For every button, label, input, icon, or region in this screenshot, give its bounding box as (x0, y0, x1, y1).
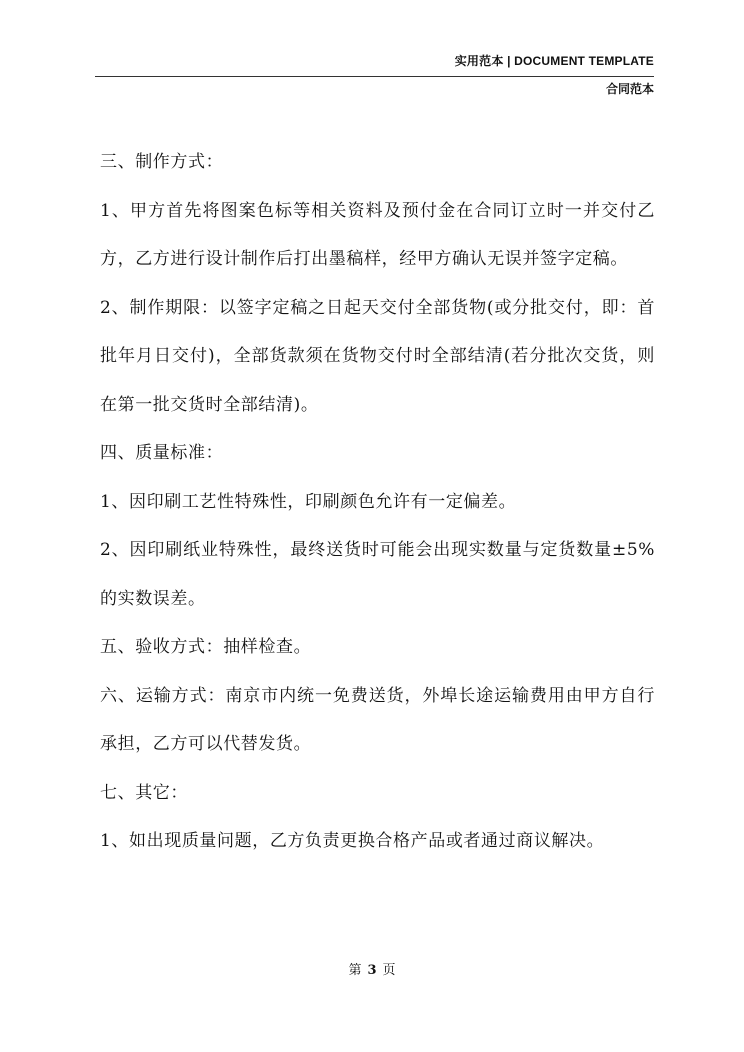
clause-color-tolerance: 1、因印刷工艺性特殊性，印刷颜色允许有一定偏差。 (100, 491, 517, 512)
clause-production-materials: 1、甲方首先将图案色标等相关资料及预付金在合同订立时一并交付乙方，乙方进行设计制作后打出墨稿样，经甲方确认无误并签字定稿。 (100, 200, 655, 269)
section-heading-other: 七、其它： (100, 782, 188, 803)
clause-production-deadline: 2、制作期限：以签字定稿之日起天交付全部货物(或分批交付，即：首批年月日交付)，全部货款须在货物交付时全部结清(若分批次交货，则在第一批交货时全部结清)。 (100, 297, 655, 415)
section-heading-production-method: 三、制作方式： (100, 152, 224, 172)
clause-quality-issues: 1、如出现质量问题，乙方负责更换合格产品或者通过商议解决。 (100, 831, 605, 851)
page-number-suffix: 页 (382, 963, 396, 978)
page-number: 3 (367, 963, 377, 978)
page-footer (0, 962, 744, 980)
document-body (100, 138, 655, 866)
header-divider (95, 76, 654, 77)
header-title: 实用范本 | DOCUMENT TEMPLATE (454, 54, 654, 68)
section-heading-transport-method: 六、运输方式：南京市内统一免费送货，外埠长途运输费用由甲方自行承担，乙方可以代替发货。 (100, 685, 655, 754)
section-heading-acceptance-method: 五、验收方式：抽样检查。 (100, 637, 312, 657)
page-number-prefix: 第 (348, 963, 362, 978)
header-subtitle: 合同范本 (605, 82, 654, 96)
page-header (95, 53, 654, 97)
section-heading-quality-standard: 四、质量标准： (100, 443, 224, 463)
clause-quantity-tolerance: 2、因印刷纸业特殊性，最终送货时可能会出现实数量与定货数量±5%的实数误差。 (100, 540, 655, 609)
